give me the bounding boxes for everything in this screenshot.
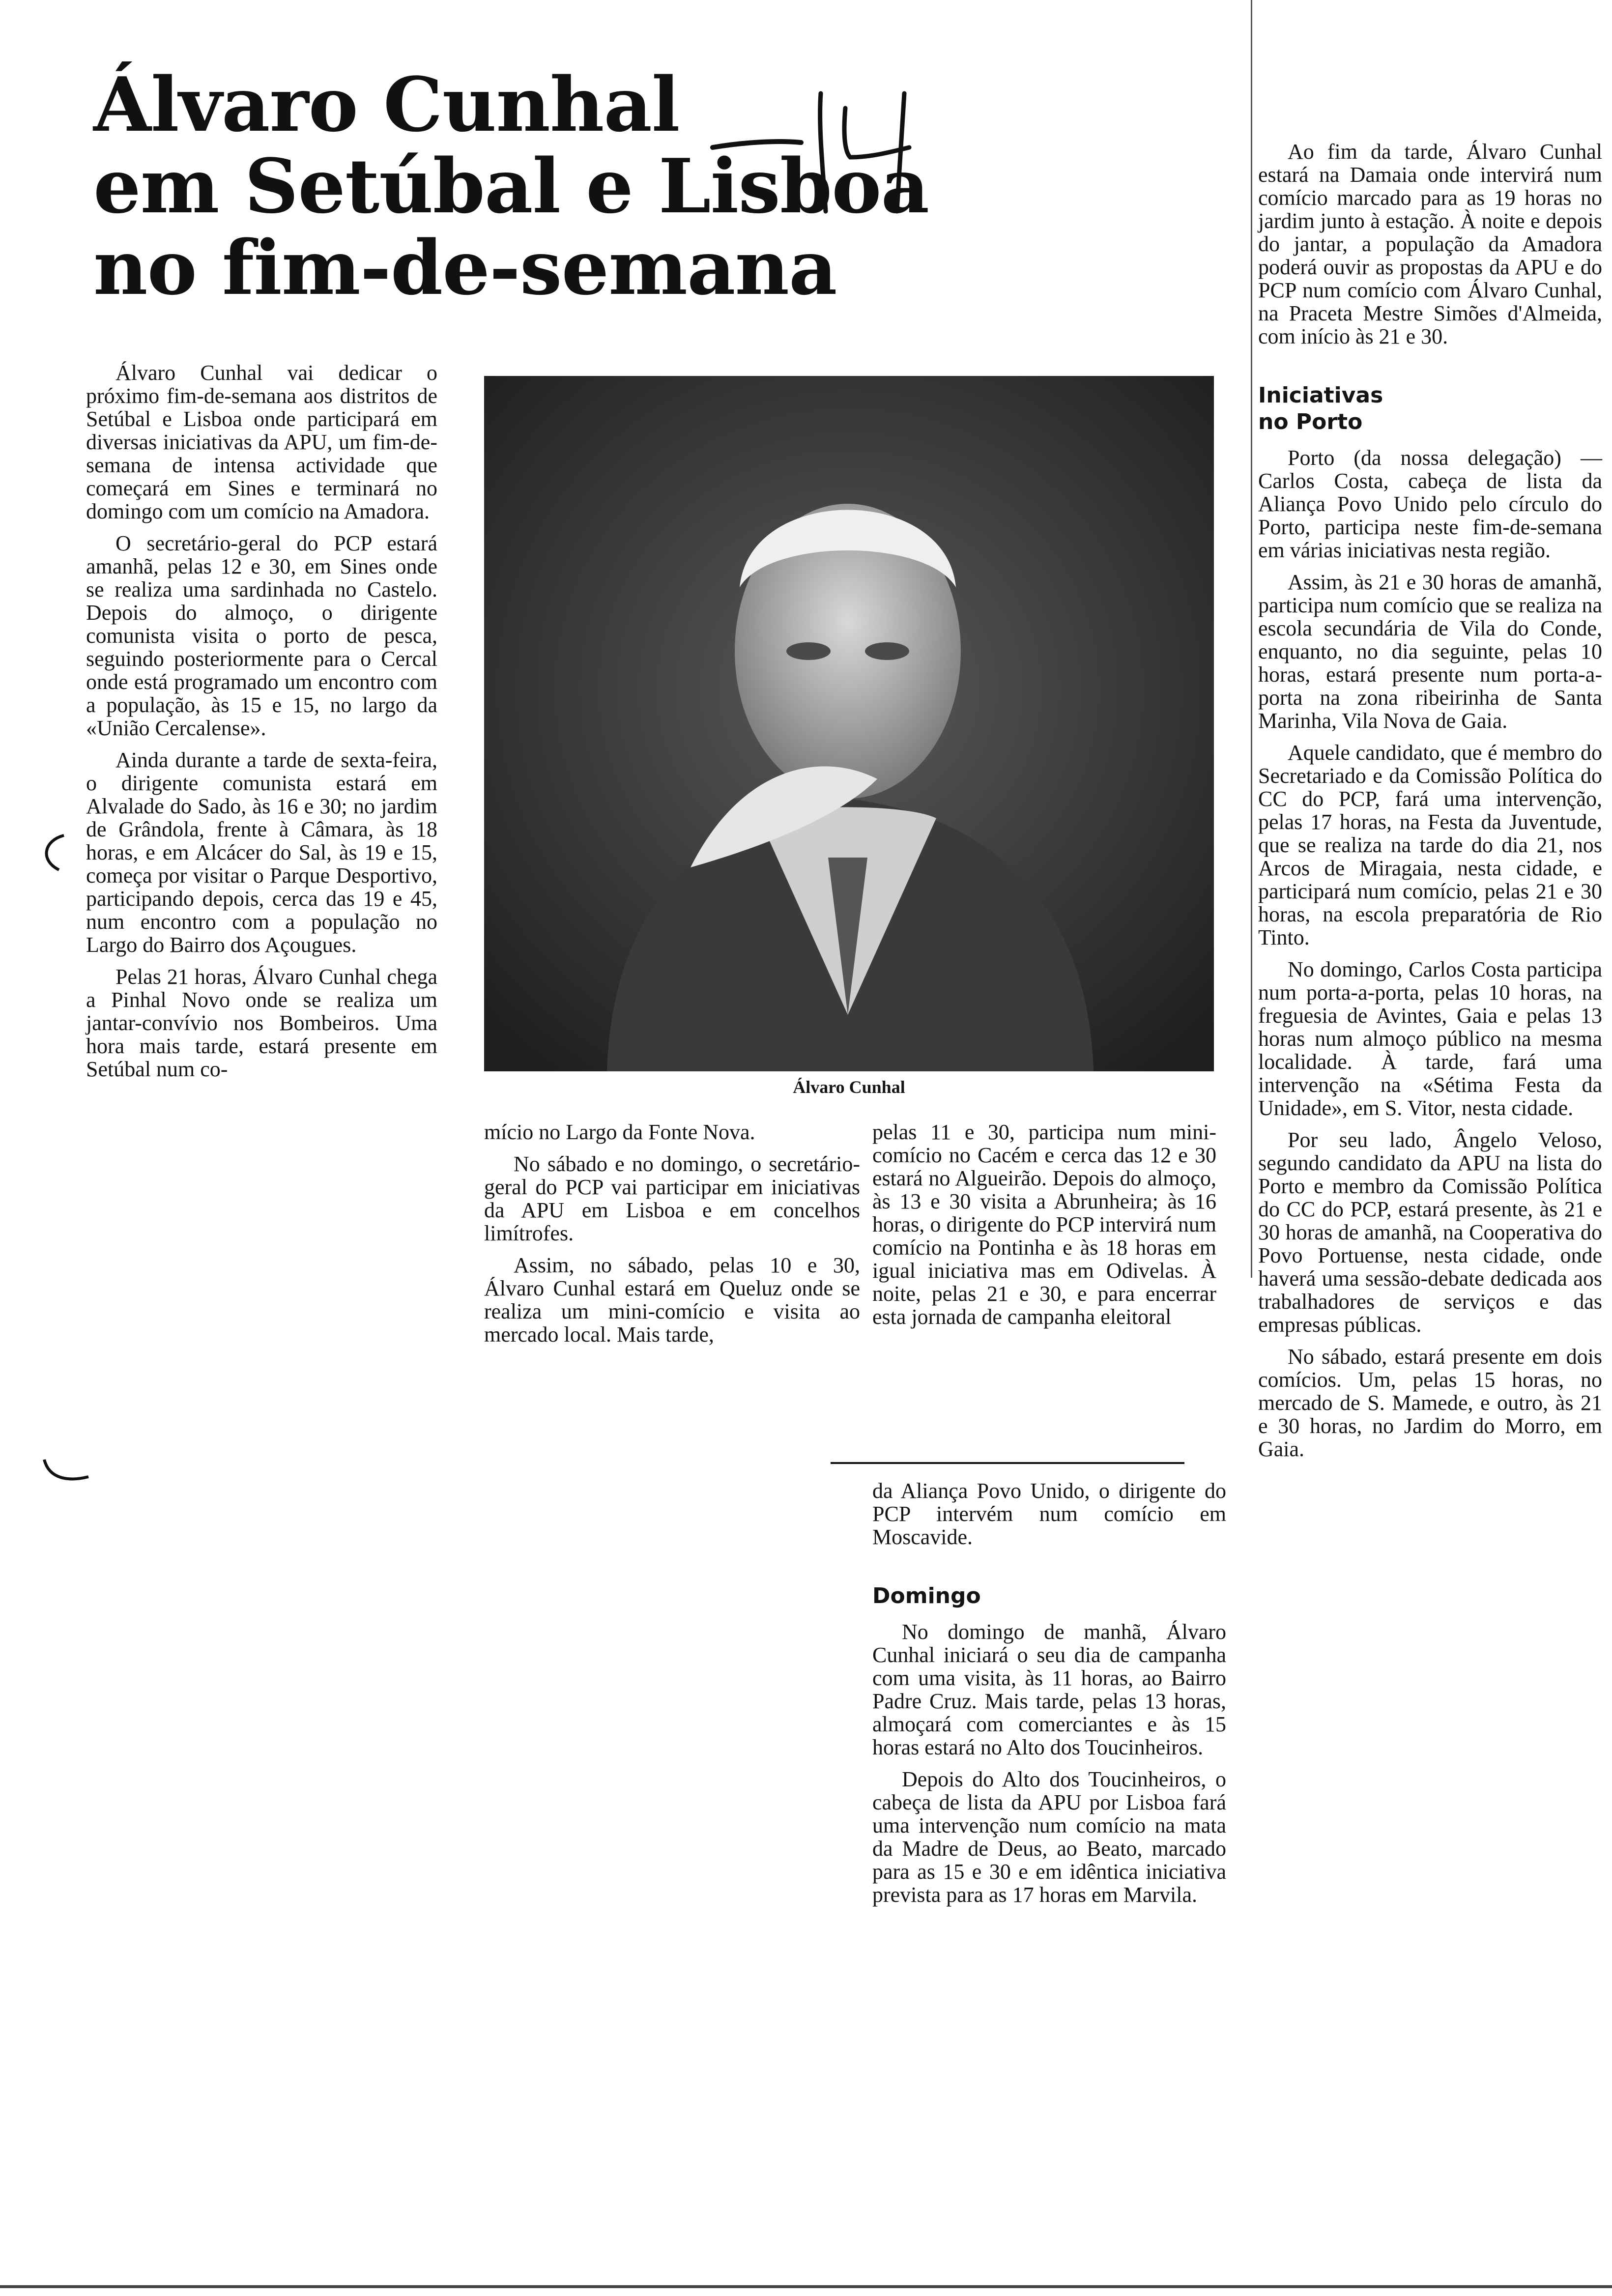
paragraph: Ainda durante a tarde de sexta-feira, o dirigente comunista estará em Alvalade do Sado, às 16 e 30; no jardim de Grândola, frente à Câmara, às 18 horas, e em Alcácer do Sal, às 19 e 15, começa por visitar o Parque Desportivo, participando depois, cerca das 19 e 45, num encontro com a população no Largo do Bairro dos Açougues. (86, 748, 437, 957)
paragraph: Ao fim da tarde, Álvaro Cunhal estará na Damaia onde intervirá num comício marcado para as 19 horas no jardim junto à estação. À noite e depois do jantar, a população da Amadora poderá ouvir as propostas da APU e do PCP num comício com Álvaro Cunhal, na Praceta Mestre Simões d'Almeida, com início às 21 e 30. (1258, 140, 1602, 348)
paragraph: No sábado e no domingo, o secretário-geral do PCP vai participar em iniciativas da APU em Lisboa e em concelhos limítrofes. (484, 1152, 860, 1245)
paragraph: Porto (da nossa delegação) — Carlos Costa, cabeça de lista da Aliança Povo Unido pelo círculo do Porto, participa neste fim-de-semana em várias iniciativas nesta região. (1258, 446, 1602, 562)
scan-bottom-edge (0, 2285, 1612, 2288)
article-column-1 (86, 361, 437, 1081)
paragraph: Assim, no sábado, pelas 10 e 30, Álvaro Cunhal estará em Queluz onde se realiza um mini-comício e visita ao mercado local. Mais tarde, (484, 1253, 860, 1347)
paragraph: da Aliança Povo Unido, o dirigente do PCP intervém num comício em Moscavide. (872, 1479, 1226, 1549)
paragraph: pelas 11 e 30, participa num mini-comício no Cacém e cerca das 12 e 30 estará no Algueirão. Depois do almoço, às 13 e 30 visita a Abrunheira; às 16 horas, o dirigente do PCP intervirá num comício na Pontinha e às 18 horas em igual iniciativa mas em Odivelas. À noite, pelas 21 e 30, e para encerrar esta jornada de campanha eleitoral (872, 1120, 1216, 1329)
handwritten-note-strokes (703, 74, 929, 221)
article-column-4 (1258, 140, 1602, 1461)
portrait-photo (484, 376, 1214, 1071)
article-column-3-continued (872, 1479, 1226, 1906)
headline-line-1: Álvaro Cunhal (93, 60, 680, 148)
paragraph: Por seu lado, Ângelo Veloso, segundo candidato da APU na lista do Porto e membro da Comissão Política do CC do PCP, estará presente, às 21 e 30 horas de amanhã, na Cooperativa do Povo Portuense, nesta cidade, onde haverá uma sessão-debate dedicada aos trabalhadores de serviços e das empresas públicas. (1258, 1128, 1602, 1337)
paragraph: No domingo, Carlos Costa participa num porta-a-porta, pelas 10 horas, na freguesia de Avintes, Gaia e pelas 13 horas num almoço público na mesma localidade. À tarde, fará uma intervenção na «Sétima Festa da Unidade», em S. Vitor, nesta cidade. (1258, 957, 1602, 1120)
bracket-mark-1 (34, 831, 79, 875)
paragraph: Álvaro Cunhal vai dedicar o próximo fim-de-semana aos distritos de Setúbal e Lisboa onde participará em diversas iniciativas da APU, um fim-de-semana de intensa actividade que começará em Sines e terminará no domingo com um comício na Amadora. (86, 361, 437, 523)
paragraph: Assim, às 21 e 30 horas de amanhã, participa num comício que se realiza na escola secundária de Vila do Conde, enquanto, no dia seguinte, pelas 10 horas, estará presente num porta-a-porta na zona ribeirinha de Santa Marinha, Vila Nova de Gaia. (1258, 570, 1602, 733)
section-heading-domingo: Domingo (872, 1583, 981, 1608)
portrait-photo-image (484, 376, 1214, 1071)
photo-caption: Álvaro Cunhal (793, 1077, 905, 1097)
article-column-3 (872, 1120, 1216, 1328)
paragraph: Depois do Alto dos Toucinheiros, o cabeça de lista da APU por Lisboa fará uma intervenção num comício na mata da Madre de Deus, ao Beato, marcado para as 15 e 30 e em idêntica iniciativa prevista para as 17 horas em Marvila. (872, 1767, 1226, 1907)
paragraph: mício no Largo da Fonte Nova. (484, 1120, 755, 1144)
paragraph: Aquele candidato, que é membro do Secretariado e da Comissão Política do CC do PCP, fará uma intervenção, pelas 17 horas, na Festa da Juventude, que se realiza na tarde do dia 21, nos Arcos de Miragaia, nesta cidade, e participará num comício, pelas 21 e 30 horas, na escola preparatória de Rio Tinto. (1258, 741, 1602, 949)
paragraph: No domingo de manhã, Álvaro Cunhal iniciará o seu dia de campanha com uma visita, às 11 horas, ao Bairro Padre Cruz. Mais tarde, pelas 13 horas, almoçará com comerciantes e às 15 horas estará no Alto dos Toucinheiros. (872, 1620, 1226, 1759)
section-heading-porto: Iniciativas no Porto (1258, 383, 1383, 434)
headline-line-2: em Setúbal e Lisboa (93, 142, 929, 230)
paragraph: O secretário-geral do PCP estará amanhã, pelas 12 e 30, em Sines onde se realiza uma sardinhada no Castelo. Depois do almoço, o dirigente comunista visita o porto de pesca, seguindo posteriormente para o Cercal onde está programado um encontro com a população, às 15 e 15, no largo da «União Cercalense». (86, 531, 437, 740)
handwritten-note (703, 74, 929, 221)
article-column-2 (484, 1120, 860, 1346)
paragraph: Pelas 21 horas, Álvaro Cunhal chega a Pinhal Novo onde se realiza um jantar-convívio nos Bombeiros. Uma hora mais tarde, estará presente em Setúbal num co- (86, 965, 437, 1081)
headline-line-3: no fim-de-semana (93, 224, 837, 312)
paragraph: No sábado, estará presente em dois comícios. Um, pelas 15 horas, no mercado de S. Mamede, e outro, às 21 e 30 horas, no Jardim do Morro, em Gaia. (1258, 1345, 1602, 1461)
clipping-edge-line (1251, 0, 1252, 1278)
column-divider (831, 1462, 1184, 1464)
bracket-mark-2 (39, 1455, 93, 1489)
